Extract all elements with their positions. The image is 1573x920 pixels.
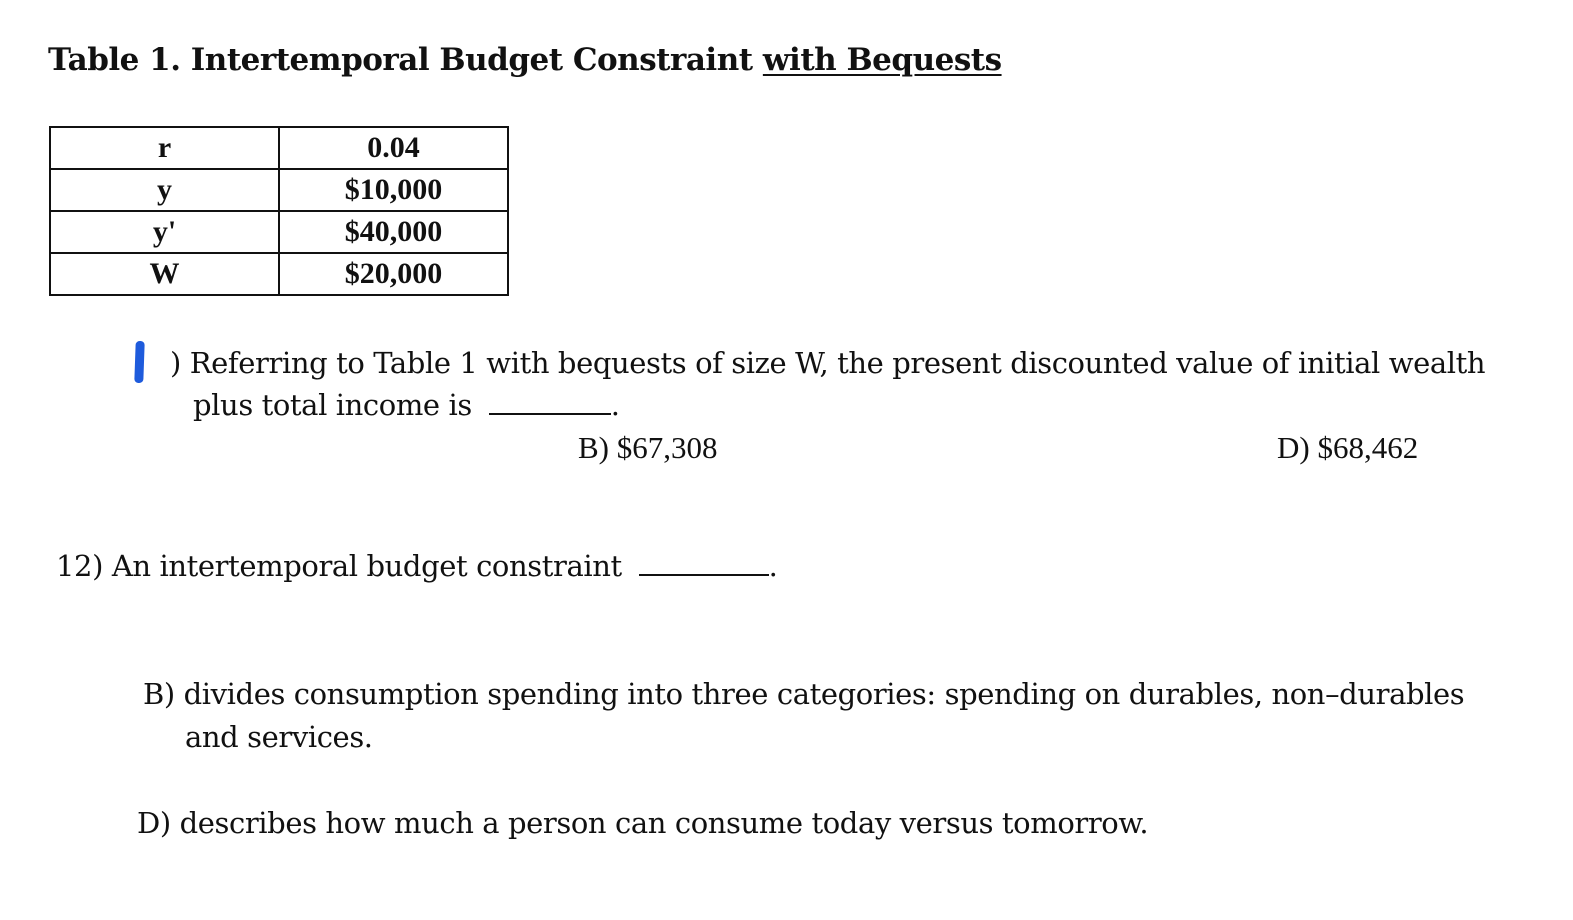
question12-end: . [768,549,778,583]
table-title [48,42,1002,78]
question12-stem [56,549,777,583]
answer-blank [639,574,769,576]
table-title-main: Table 1. Intertemporal Budget Constraint [48,42,753,78]
question11-option-d: D) $68,462 [1277,430,1419,465]
table-title-underlined: with Bequests [762,42,1002,78]
question11-line2 [193,388,620,422]
question11-line2-text: plus total income is [193,388,472,422]
table-row [50,169,508,211]
table-cell-label: r [50,127,279,169]
question11-line1: ) Referring to Table 1 with bequests of size W, the present discounted value of initial wealth [170,346,1486,380]
table-cell-value: $40,000 [279,211,508,253]
table-cell-label: y [50,169,279,211]
table-cell-value: $20,000 [279,253,508,295]
data-table [49,126,509,296]
question12-option-b-line1: B) divides consumption spending into three categories: spending on durables, non–durables [143,677,1465,711]
question-number-highlight-mark [134,341,144,383]
question12-text: 12) An intertemporal budget constraint [56,549,622,583]
answer-blank [489,413,611,415]
table-row [50,211,508,253]
question12-option-d: D) describes how much a person can consume today versus tomorrow. [137,806,1149,840]
table-row [50,127,508,169]
table-cell-label: W [50,253,279,295]
table-cell-label: y' [50,211,279,253]
question11-end: . [610,388,620,422]
table-cell-value: 0.04 [279,127,508,169]
table-row [50,253,508,295]
question11-option-b: B) $67,308 [578,430,718,465]
table-cell-value: $10,000 [279,169,508,211]
question12-option-b-line2: and services. [185,720,373,754]
